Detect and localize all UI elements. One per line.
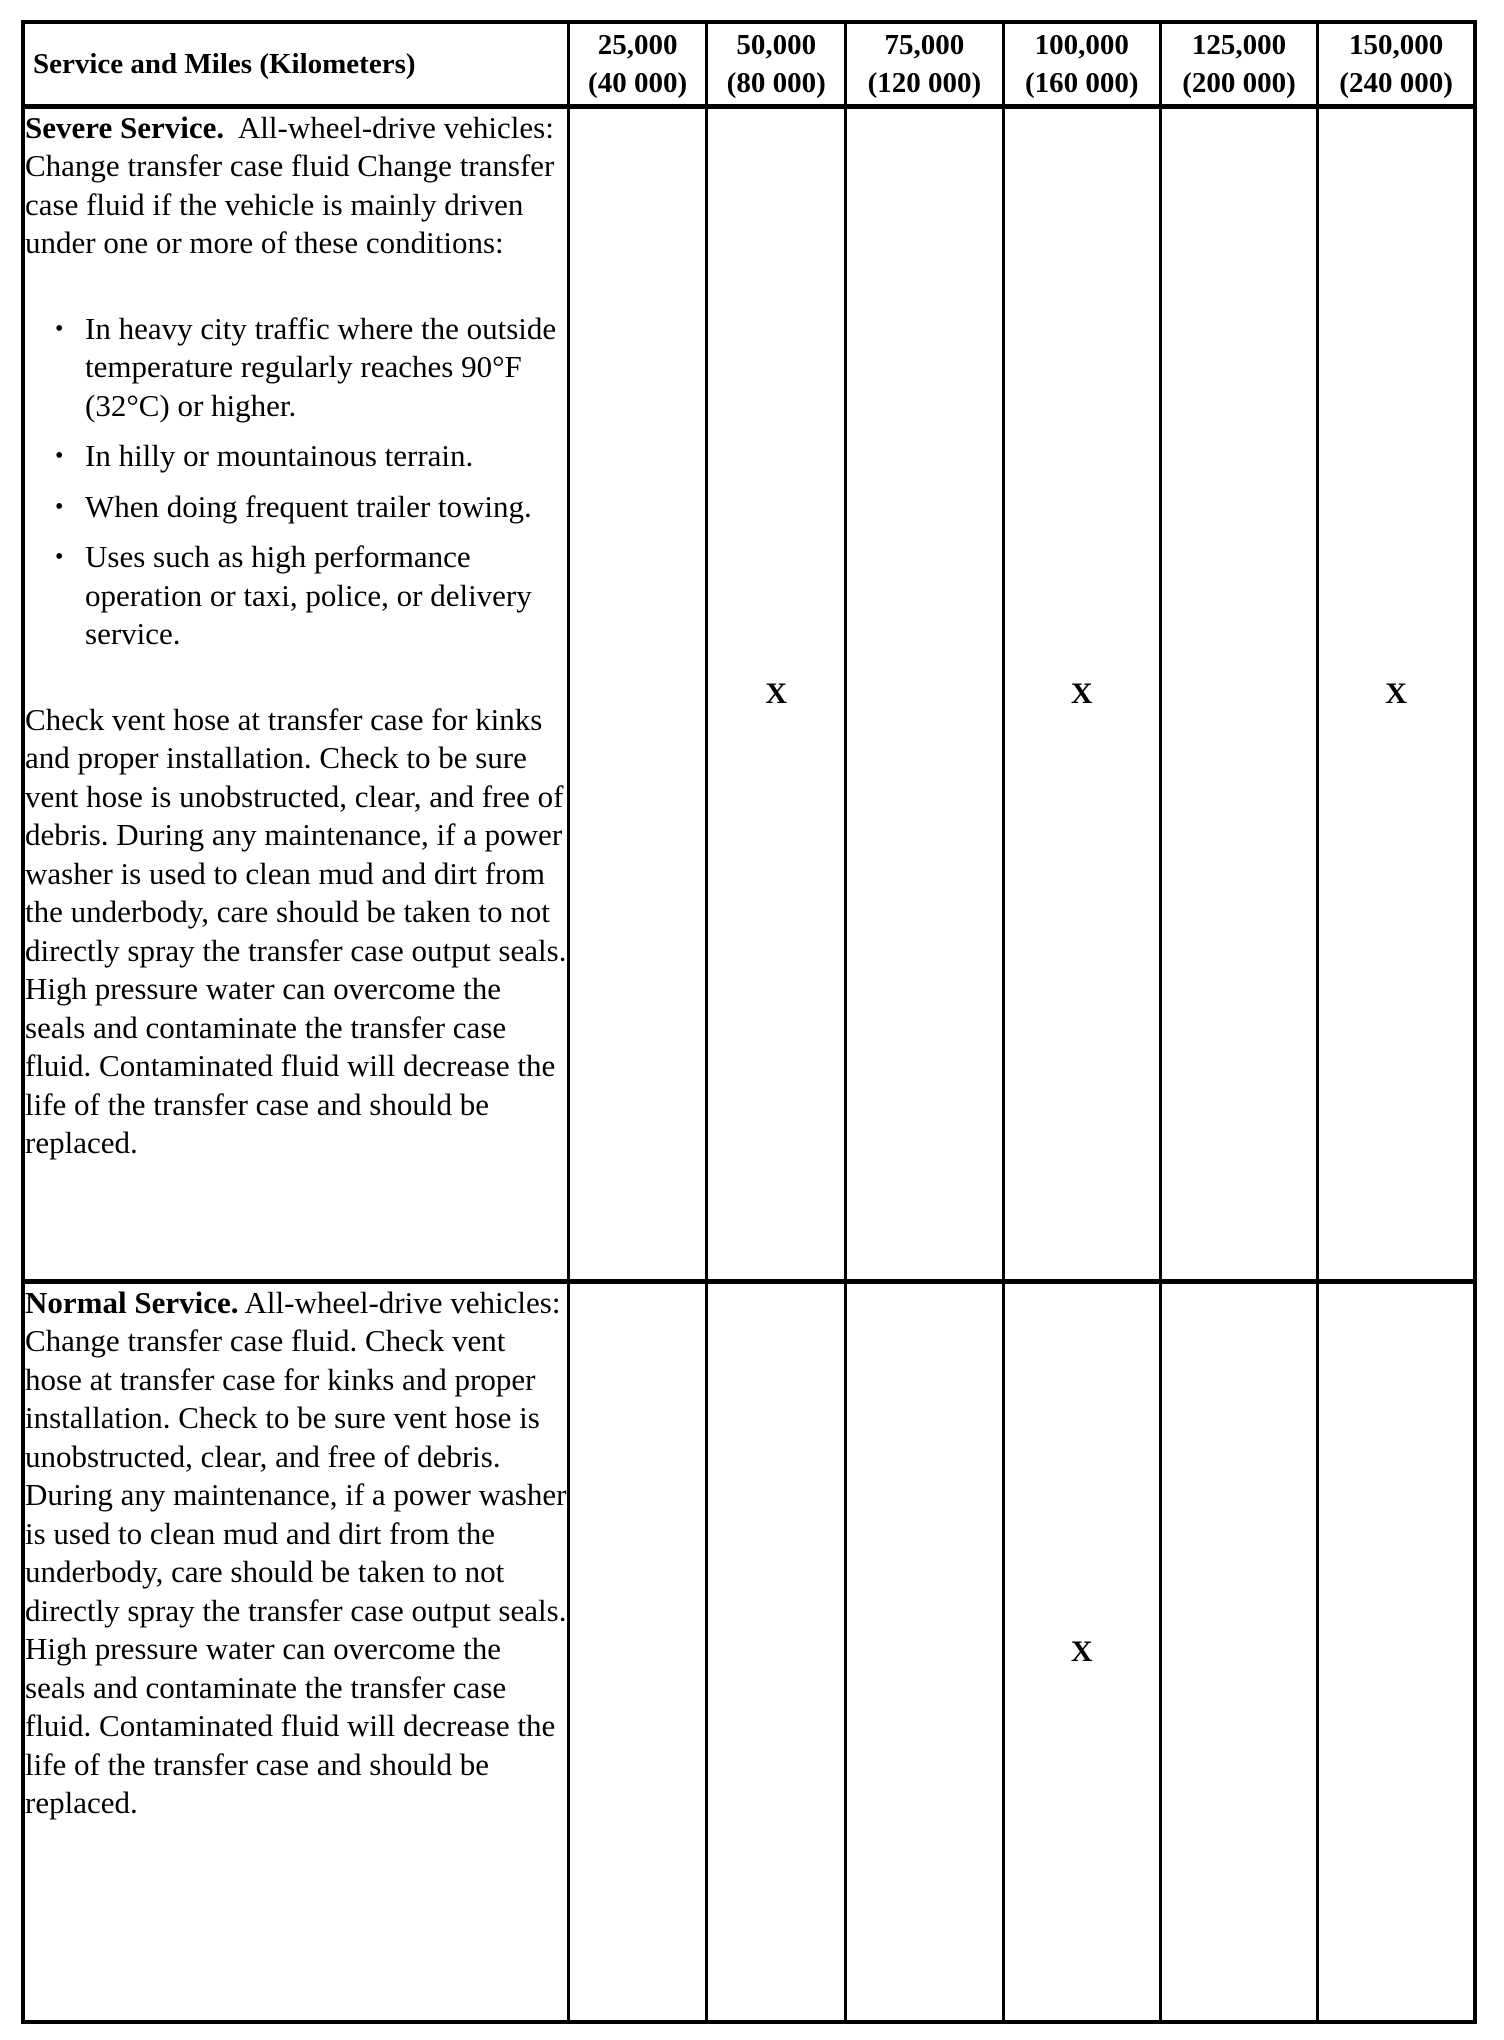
condition-text: In heavy city traffic where the outside temperature regularly reaches 90°F (32°C) or higher.: [85, 310, 557, 423]
maintenance-schedule-table: [21, 20, 1477, 2024]
km-label: (160 000): [1024, 66, 1139, 99]
severe-mark-25000: [569, 106, 707, 1281]
condition-text: Uses such as high performance operation or taxi, police, or delivery service.: [85, 539, 532, 651]
km-label: (80 000): [726, 66, 826, 99]
list-item: [55, 437, 567, 476]
severe-service-description: [23, 106, 569, 1281]
severe-mark-50000: X: [707, 106, 846, 1281]
severe-mark-100000: X: [1003, 106, 1160, 1281]
list-item: [55, 538, 567, 654]
service-header: Service and Miles (Kilometers): [23, 22, 569, 106]
normal-mark-150000: [1318, 1281, 1475, 2022]
miles-label: 125,000: [1191, 28, 1287, 61]
normal-service-body: All-wheel-drive vehicles: Change transfer case fluid. Check vent hose at transfer case for kinks and proper installation. Check to be sure vent hose is unobstructed, clear, and free of debris. During any maintenance, if a power washer is used to clean mud and dirt from the underbody, care should be taken to not directly spray the transfer case output seals. High pressure water can overcome the seals and contaminate the transfer case fluid. Contaminated fluid will decrease the life of the transfer case and should be replaced.: [25, 1284, 567, 1820]
miles-label: 50,000: [736, 28, 817, 61]
interval-header-75000: [846, 22, 1003, 106]
bullet-icon: •: [55, 544, 64, 570]
normal-mark-100000: X: [1003, 1281, 1160, 2022]
severe-mark-125000: [1160, 106, 1317, 1281]
normal-service-description: [23, 1281, 569, 2022]
list-item: [55, 310, 567, 426]
normal-mark-75000: [846, 1281, 1003, 2022]
bullet-icon: •: [55, 443, 64, 469]
km-label: (40 000): [588, 66, 688, 99]
severe-service-lead: Severe Service.: [25, 109, 225, 145]
header-row: [23, 22, 1475, 106]
severe-service-row: [23, 106, 1475, 1281]
normal-mark-50000: [707, 1281, 846, 2022]
normal-mark-25000: [569, 1281, 707, 2022]
severe-intro: [25, 109, 567, 263]
normal-mark-125000: [1160, 1281, 1317, 2022]
condition-text: In hilly or mountainous terrain.: [85, 438, 474, 473]
condition-text: When doing frequent trailer towing.: [85, 488, 532, 524]
bullet-icon: •: [55, 493, 64, 520]
normal-service-lead: Normal Service.: [25, 1284, 239, 1320]
miles-label: 100,000: [1034, 28, 1129, 61]
severe-vent-hose-note: Check vent hose at transfer case for kinks and proper installation. Check to be sure vent hose is unobstructed, clear, and free of debris. During any maintenance, if a power washer is used to clean mud and dirt from the underbody, care should be taken to not directly spray the transfer case output seals. High pressure water can overcome the seals and contaminate the transfer case fluid. Contaminated fluid will decrease the life of the transfer case and should be replaced.: [25, 701, 567, 1160]
severe-mark-150000: X: [1318, 106, 1475, 1281]
km-label: (120 000): [867, 66, 982, 99]
km-label: (200 000): [1182, 66, 1296, 99]
interval-header-150000: [1318, 22, 1475, 106]
severe-intro-text: All-wheel-drive vehicles: Change transfer case fluid Change transfer case fluid if the vehicle is mainly driven under one or more of these conditions:: [25, 109, 555, 260]
severe-conditions-list: [25, 310, 567, 654]
interval-header-25000: [569, 22, 707, 106]
km-label: (240 000): [1339, 66, 1453, 99]
list-item: [55, 488, 567, 527]
miles-label: 25,000: [597, 28, 678, 61]
miles-label: 75,000: [884, 28, 965, 61]
bullet-icon: •: [55, 315, 64, 342]
severe-mark-75000: [846, 106, 1003, 1281]
normal-service-row: [23, 1281, 1475, 2022]
interval-header-50000: [707, 22, 846, 106]
miles-label: 150,000: [1348, 28, 1444, 61]
interval-header-125000: [1160, 22, 1317, 106]
interval-header-100000: [1003, 22, 1160, 106]
normal-service-text: [25, 1284, 567, 1823]
